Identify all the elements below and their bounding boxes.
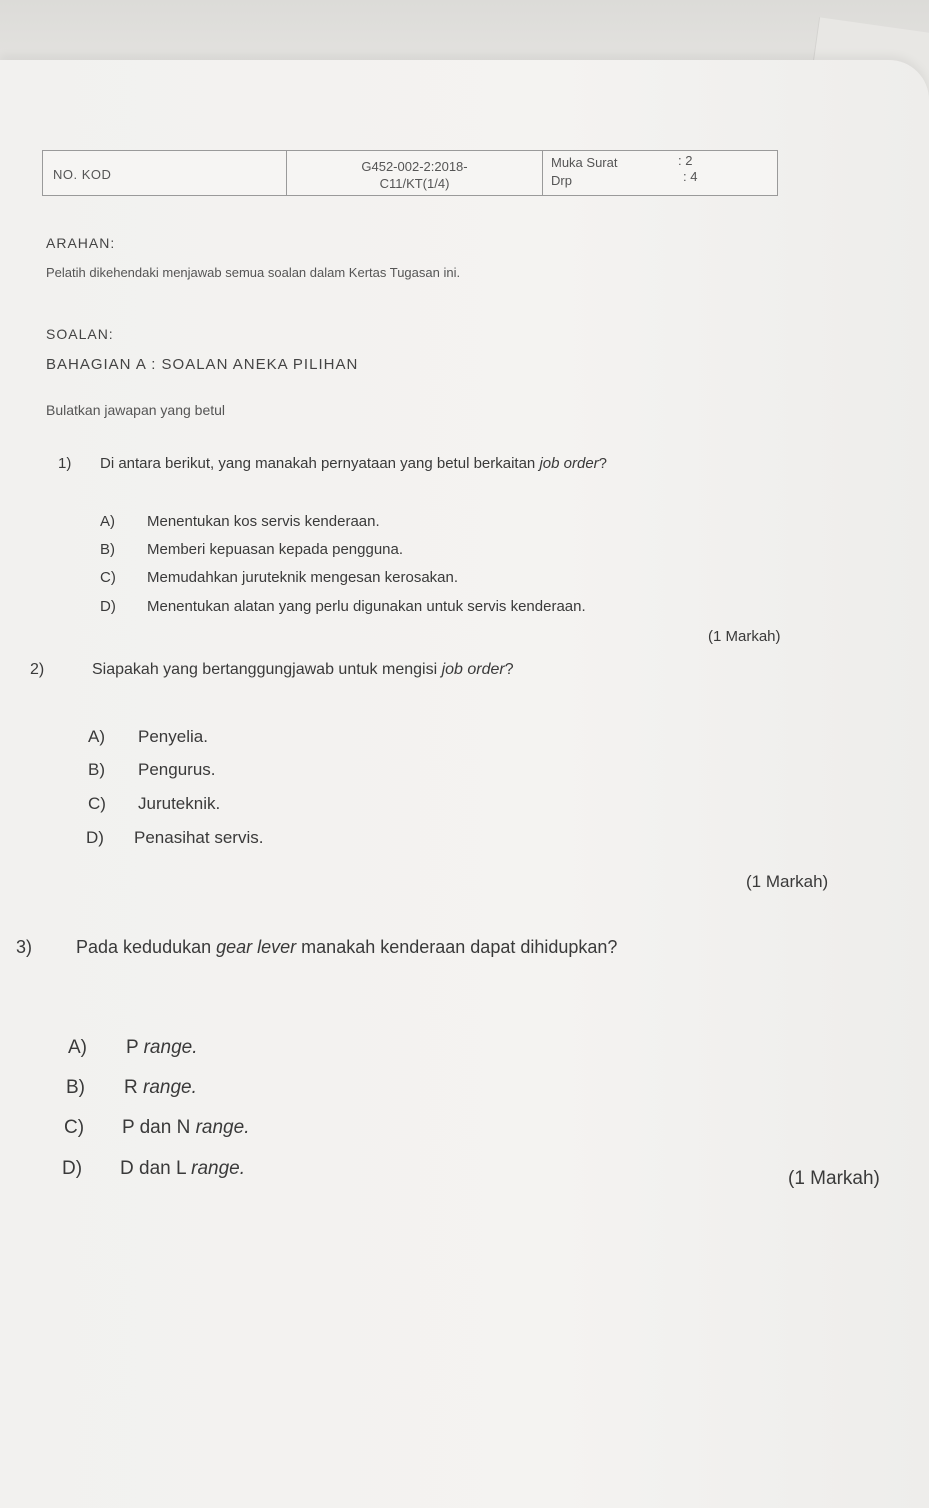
option-letter: C) [64, 1117, 85, 1138]
question-text: Pada kedudukan [76, 937, 217, 957]
option-letter: D) [86, 828, 104, 847]
option-text: P [126, 1037, 144, 1058]
arahan-text: Pelatih dikehendaki menjawab semua soalan dalam Kertas Tugasan ini. [46, 265, 461, 280]
option-2c[interactable] [88, 794, 220, 814]
option-text: Memberi kepuasan kepada pengguna. [147, 541, 404, 558]
question-text: Di antara berikut, yang manakah pernyataan yang betul berkaitan [100, 455, 540, 472]
page-number-cell [543, 151, 777, 195]
question-number: 1) [58, 455, 72, 472]
option-2d[interactable] [86, 828, 263, 848]
marks-1: (1 Markah) [708, 628, 781, 645]
option-letter: B) [66, 1077, 85, 1098]
drp-label: Drp [551, 173, 572, 188]
option-3d[interactable] [62, 1158, 245, 1180]
option-letter: C) [100, 569, 116, 586]
marks-2: (1 Markah) [746, 872, 829, 891]
option-3a[interactable] [68, 1037, 197, 1059]
option-letter: B) [100, 541, 115, 558]
option-1d[interactable] [100, 598, 586, 615]
option-2a[interactable] [88, 727, 208, 747]
option-letter: D) [100, 598, 116, 615]
option-text: Pengurus. [138, 760, 216, 779]
question-text-end: ? [598, 455, 607, 472]
option-text: R [124, 1077, 143, 1098]
code-line-2: C11/KT(1/4) [379, 176, 450, 191]
question-2 [30, 661, 514, 679]
option-text: Penyelia. [138, 727, 208, 746]
option-1a[interactable] [100, 513, 380, 530]
section-heading: BAHAGIAN A : SOALAN ANEKA PILIHAN [46, 356, 359, 373]
option-text-italic: range. [195, 1117, 250, 1138]
option-text: Memudahkan juruteknik mengesan kerosakan. [147, 569, 459, 586]
question-text-end: manakah kenderaan dapat dihidupkan? [296, 937, 618, 957]
option-text: Menentukan kos servis kenderaan. [147, 513, 380, 530]
option-text-italic: range. [191, 1158, 245, 1179]
option-text-italic: range. [143, 1037, 198, 1058]
question-3 [16, 937, 617, 958]
code-cell [287, 151, 543, 195]
option-1c[interactable] [100, 569, 458, 586]
instruction: Bulatkan jawapan yang betul [46, 402, 226, 418]
option-text: Juruteknik. [138, 794, 221, 813]
option-text: Penasihat servis. [134, 828, 264, 847]
option-3b[interactable] [66, 1077, 197, 1099]
option-text: Menentukan alatan yang perlu digunakan untuk servis kenderaan. [147, 598, 586, 615]
marks-3: (1 Markah) [788, 1168, 880, 1189]
option-3c[interactable] [64, 1117, 249, 1139]
option-letter: D) [62, 1158, 83, 1179]
soalan-title: SOALAN: [46, 326, 114, 342]
option-1b[interactable] [100, 541, 403, 558]
question-1 [58, 455, 607, 472]
question-text-italic: job order [539, 455, 599, 472]
option-letter: B) [88, 760, 105, 779]
option-2b[interactable] [88, 760, 216, 780]
muka-surat-label: Muka Surat [551, 155, 618, 170]
option-letter: A) [68, 1037, 87, 1058]
drp-value: : 4 [683, 169, 698, 184]
muka-surat-value: : 2 [678, 153, 693, 168]
header-table [42, 150, 778, 196]
no-kod-cell [43, 151, 287, 195]
code-line-1: G452-002-2:2018- [361, 159, 468, 174]
question-text: Siapakah yang bertanggungjawab untuk mengisi [92, 661, 442, 678]
question-text-end: ? [504, 661, 514, 678]
question-number: 2) [30, 661, 45, 678]
no-kod-label: NO. KOD [53, 167, 112, 182]
question-text-italic: gear lever [216, 937, 297, 957]
option-text: D dan L [120, 1158, 192, 1179]
option-text: P dan N [122, 1117, 196, 1138]
arahan-title: ARAHAN: [46, 235, 116, 251]
option-letter: A) [100, 513, 115, 530]
option-text-italic: range. [143, 1077, 197, 1098]
option-letter: A) [88, 727, 105, 746]
option-letter: C) [88, 794, 106, 813]
question-number: 3) [16, 937, 33, 957]
question-text-italic: job order [441, 661, 505, 678]
